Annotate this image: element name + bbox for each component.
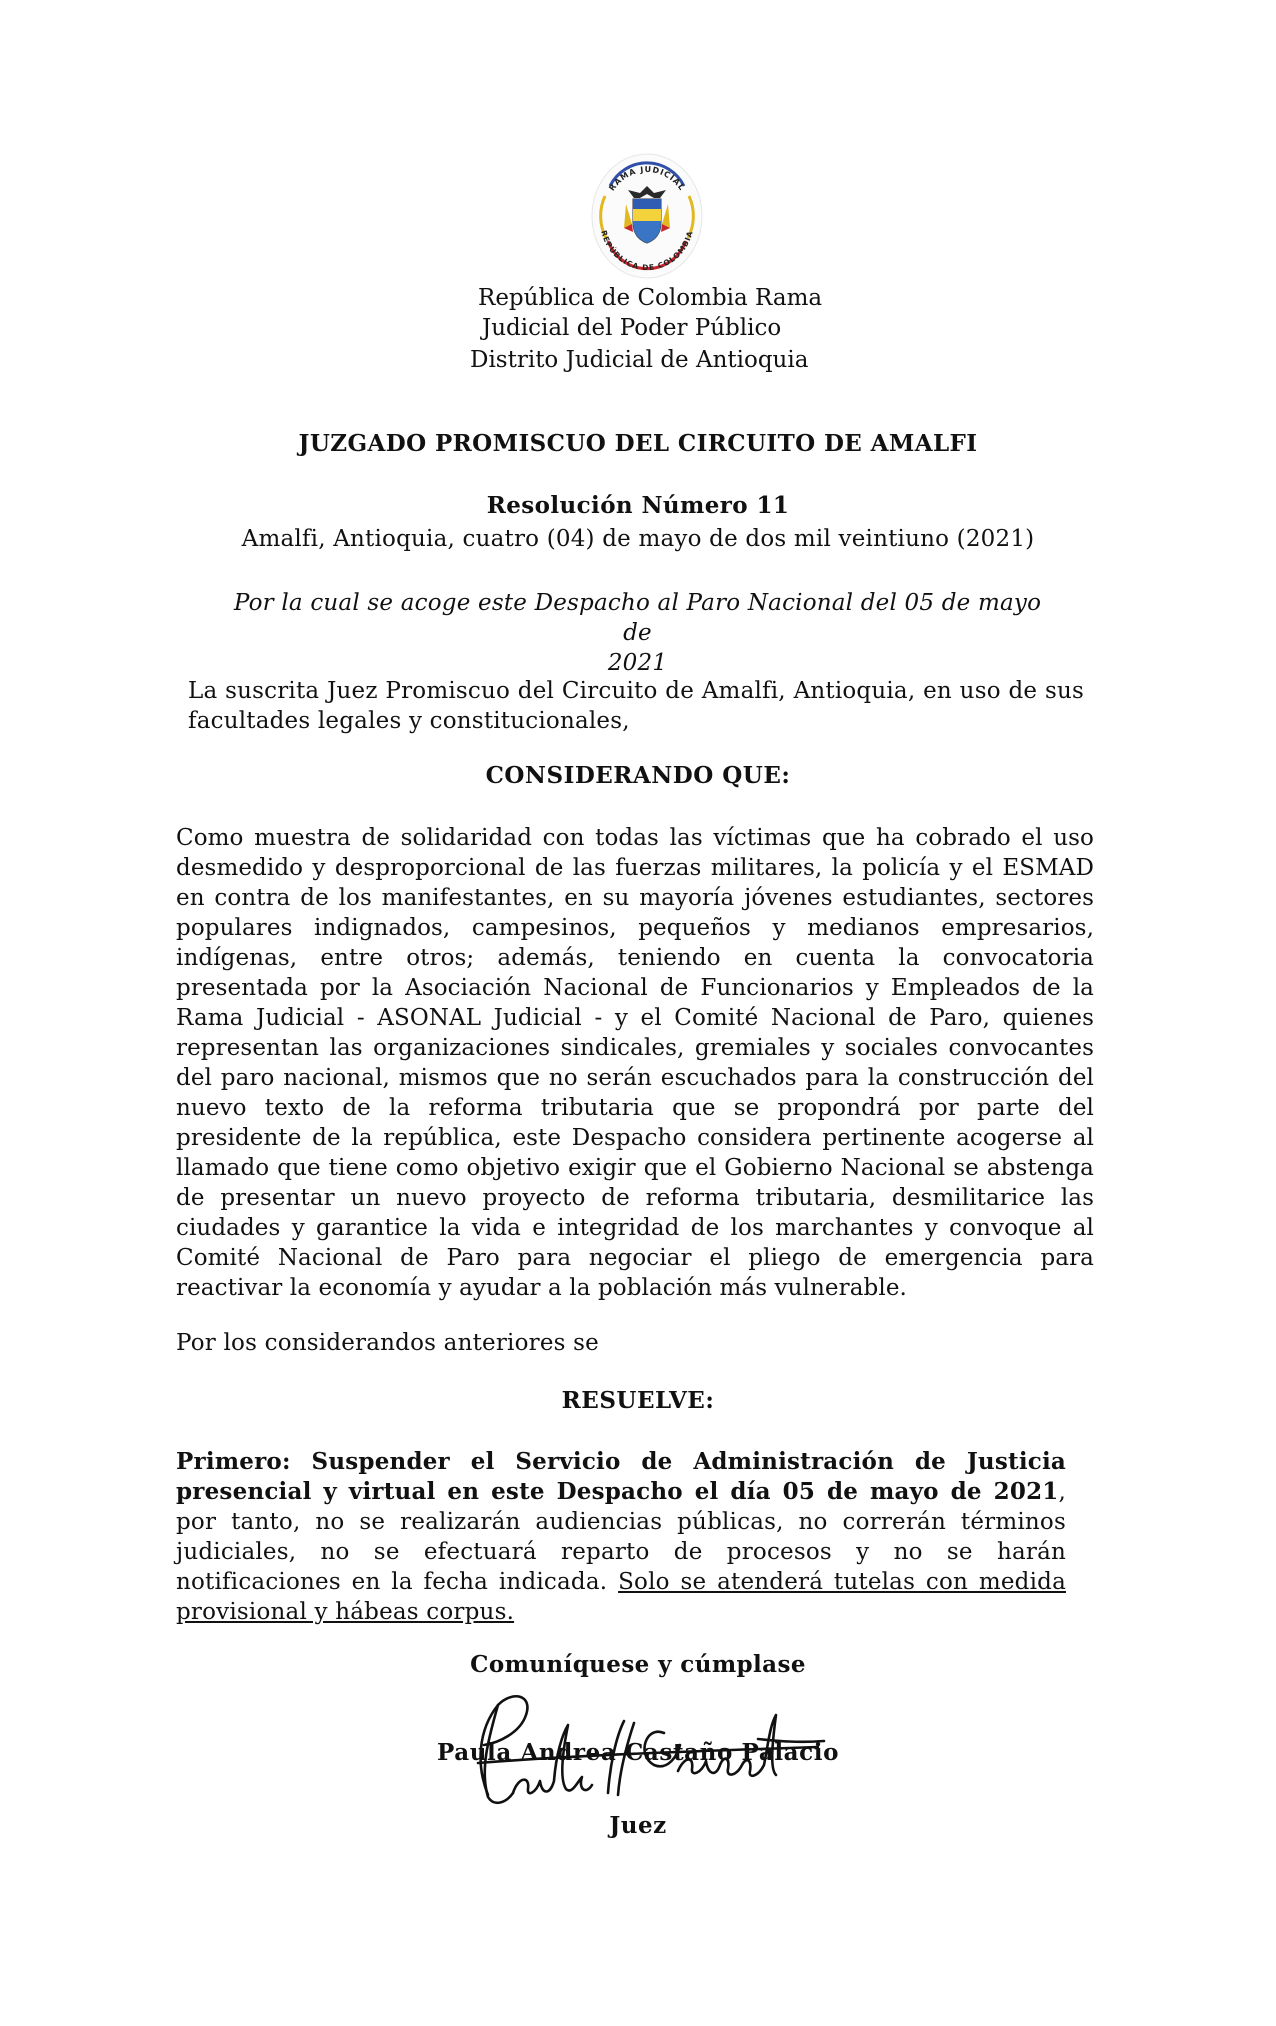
closing-formula: Comuníquese y cúmplase [470, 1651, 806, 1678]
considerando-paragraph: Como muestra de solidaridad con todas las víctimas que ha cobrado el uso desmedido y desproporcional de las fuerzas militares, la policía y el ESMAD en contra de los manifestantes, en su mayoría jóvenes estudiantes, sectores populares indignados, campesinos, pequeños y medianos empresarios, indígenas, entre otros; además, teniendo en cuenta la convocatoria presentada por la Asociación Nacional de Funcionarios y Empleados de la Rama Judicial - ASONAL Judicial - y el Comité Nacional de Paro, quienes representan las organizaciones sindicales, gremiales y sociales convocantes del paro nacional, mismos que no serán escuchados para la construcción del nuevo texto de la reforma tributaria que se propondrá por parte del presidente de la república, este Despacho considera pertinente acogerse al llamado que tiene como objetivo exigir que el Gobierno Nacional se abstenga de presentar un nuevo proyecto de reforma tributaria, desmilitarice las ciudades y garantice la vida e integridad de los marchantes y convoque al Comité Nacional de Paro para negociar el pliego de emergencia para reactivar la economía y ayudar a la población más vulnerable. [176, 825, 1094, 1301]
primero-plain-text: , por tanto, no se realizarán audiencias públicas, no correrán términos judiciales, no se efectuará reparto de procesos y no se harán notificaciones en la fecha indicada. [176, 1479, 1066, 1595]
primero-paragraph [176, 1447, 1066, 1627]
considerando-heading: CONSIDERANDO QUE: [485, 762, 791, 789]
svg-text:RAMA JUDICIAL: RAMA JUDICIAL [607, 164, 687, 193]
primero-bold-text: Primero: Suspender el Servicio de Administración de Justicia presencial y virtual en este Despacho el día 05 de mayo de 2021 [176, 1448, 1066, 1505]
header-line-3: Distrito Judicial de Antioquia [470, 347, 809, 373]
intro-paragraph: La suscrita Juez Promiscuo del Circuito de Amalfi, Antioquia, en uso de sus facultades legales y constitucionales, [188, 678, 1084, 734]
resolution-subject [230, 588, 1045, 678]
resolution-number: Resolución Número 11 [486, 492, 790, 519]
svg-text:REPÚBLICA DE COLOMBIA: REPÚBLICA DE COLOMBIA [599, 229, 695, 273]
header-line-2: Judicial del Poder Público [482, 315, 782, 341]
signer-name: Paula Andrea Castaño Palacio [436, 1739, 840, 1766]
resuelve-heading: RESUELVE: [561, 1387, 715, 1414]
primero-underlined-text: Solo se atenderá tutelas con medida provisional y hábeas corpus. [176, 1569, 1066, 1625]
signer-title: Juez [609, 1812, 667, 1839]
header-line-1: República de Colombia Rama [478, 285, 823, 311]
court-name: JUZGADO PROMISCUO DEL CIRCUITO DE AMALFI [298, 430, 978, 457]
rama-judicial-seal-icon [588, 146, 706, 280]
resolution-place-date: Amalfi, Antioquia, cuatro (04) de mayo de dos mil veintiuno (2021) [241, 526, 1035, 552]
resolution-subject-line-2: 2021 [607, 650, 668, 676]
resolution-subject-line-1: Por la cual se acoge este Despacho al Paro Nacional del 05 de mayo de [233, 590, 1042, 646]
considerandos-closing-line: Por los considerandos anteriores se [176, 1330, 599, 1356]
